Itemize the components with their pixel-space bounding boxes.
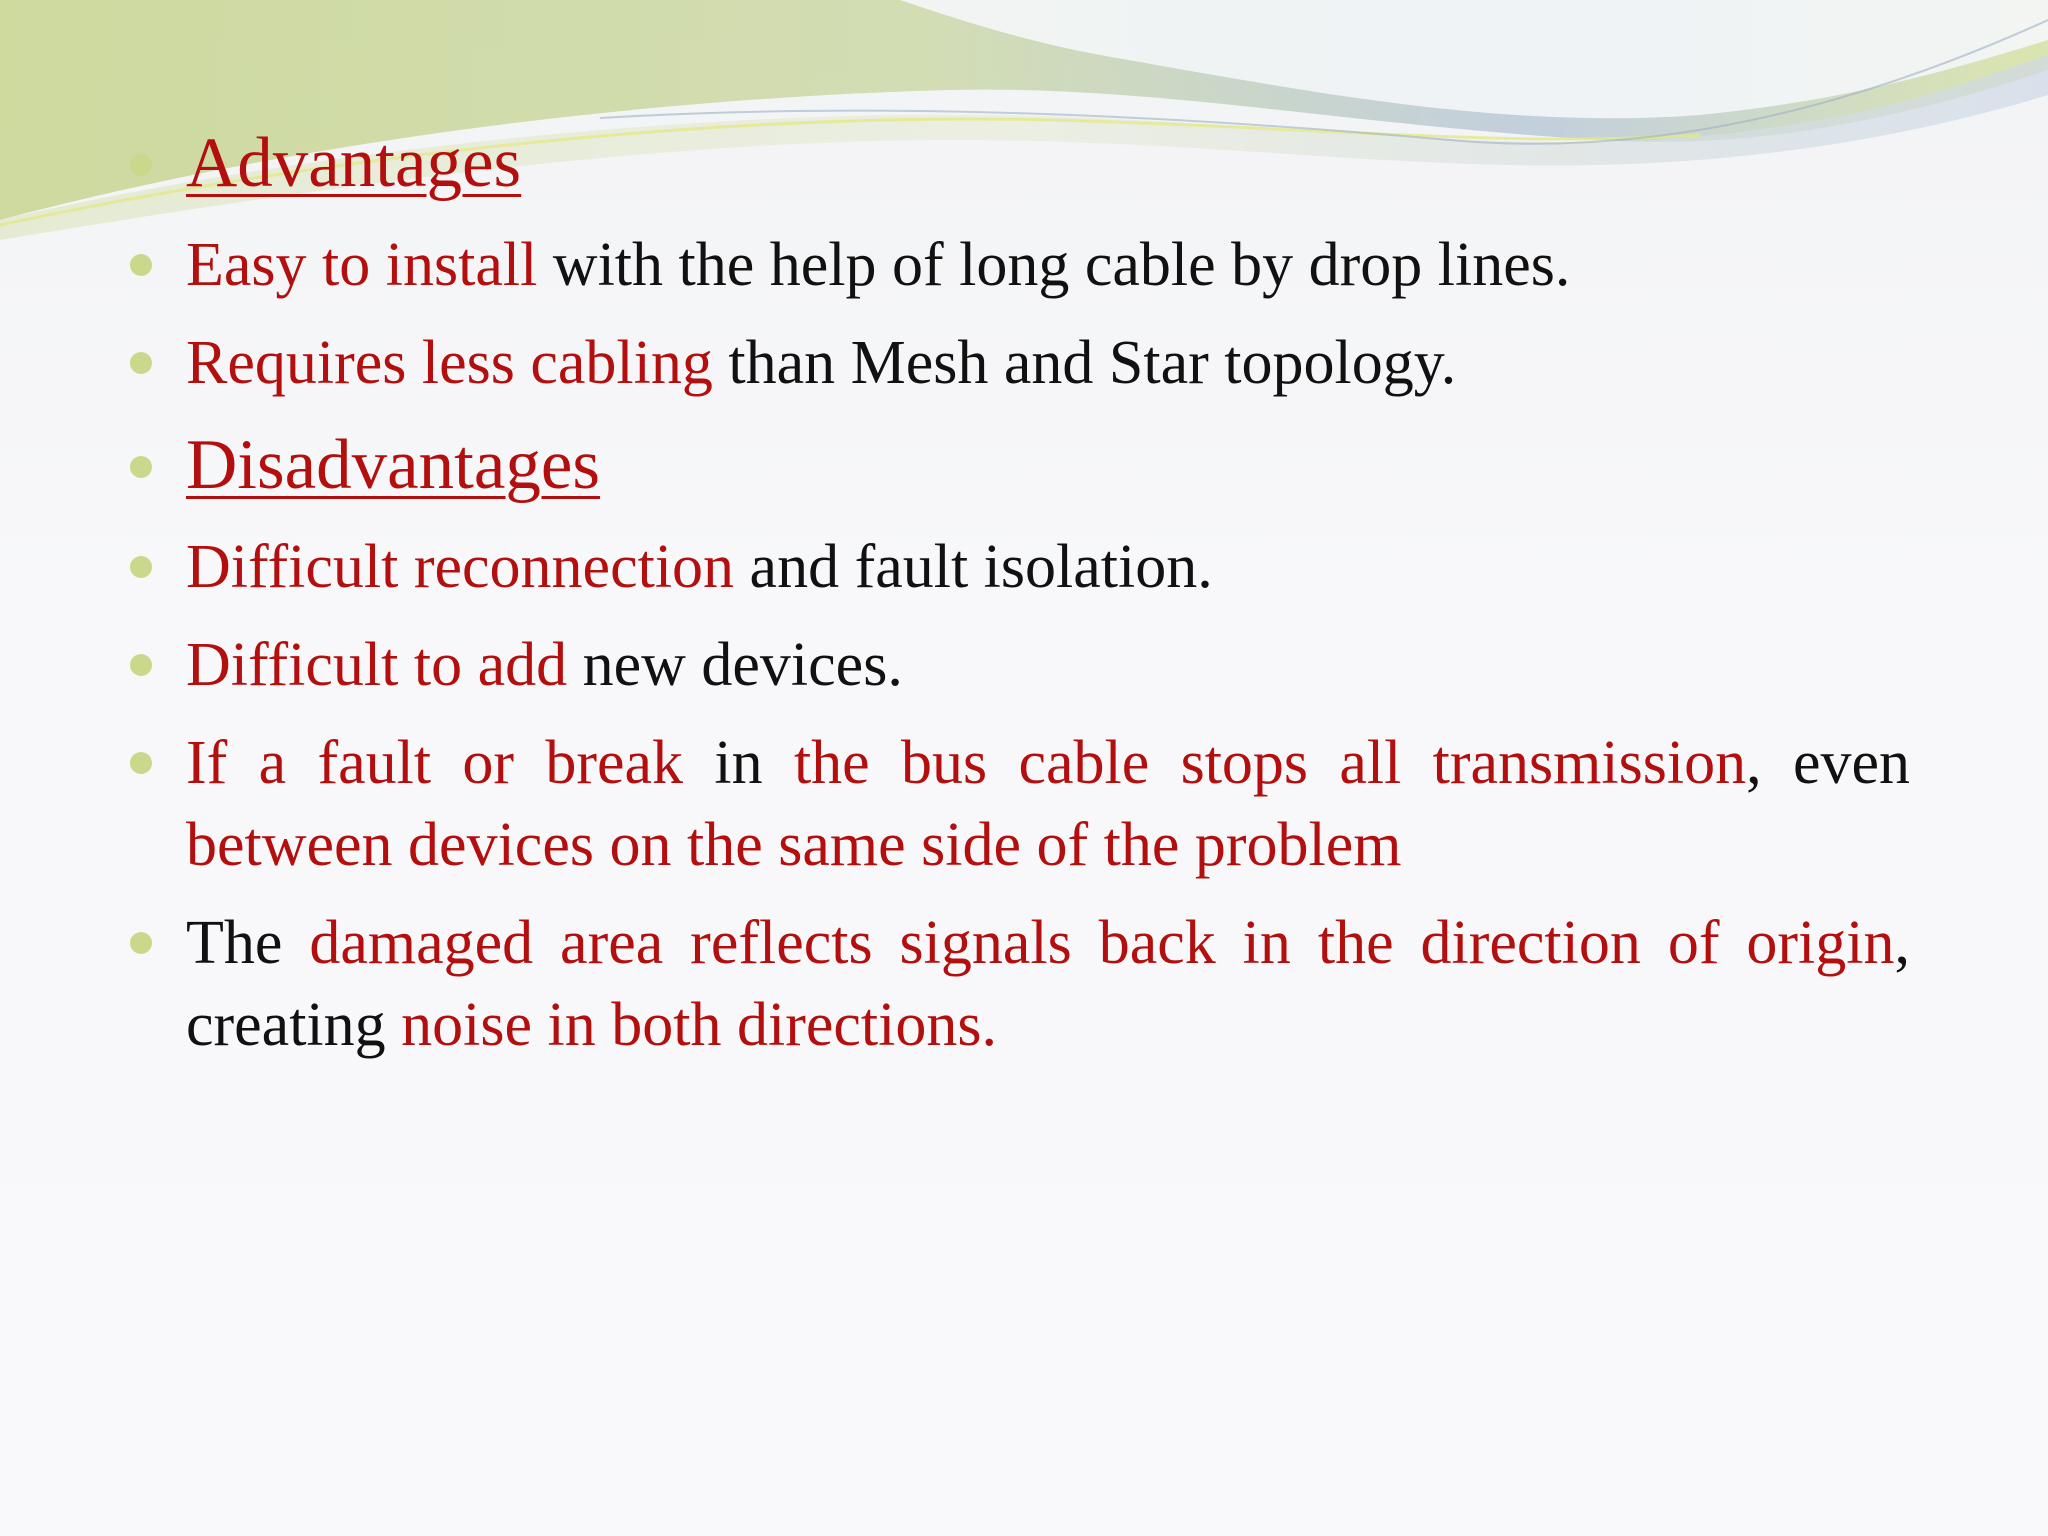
list-item-disadvantages-heading bbox=[130, 420, 1910, 510]
bullet-list bbox=[130, 118, 1910, 1082]
bullet-icon bbox=[130, 456, 152, 478]
highlight-text: the bus cable stops all transmission bbox=[793, 729, 1747, 797]
highlight-text: Difficult to add bbox=[186, 631, 568, 699]
list-item-damaged-area bbox=[130, 902, 1910, 1066]
body-text: new devices. bbox=[567, 631, 903, 699]
list-item-difficult-reconnection bbox=[130, 526, 1910, 608]
list-item-easy-install bbox=[130, 224, 1910, 306]
highlight-text: Difficult reconnection bbox=[186, 533, 735, 601]
highlight-text: noise in both directions. bbox=[401, 991, 997, 1059]
disadvantages-heading: Disadvantages bbox=[186, 426, 601, 504]
body-text: in bbox=[683, 729, 794, 797]
bullet-icon bbox=[130, 254, 152, 276]
body-text: and fault isolation. bbox=[734, 533, 1213, 601]
highlight-text: Requires less cabling bbox=[186, 329, 713, 397]
body-text: with the help of long cable by drop lines. bbox=[537, 231, 1571, 299]
bullet-icon bbox=[130, 932, 152, 954]
list-item-difficult-add bbox=[130, 624, 1910, 706]
body-text: , creating bbox=[186, 909, 1910, 1059]
bullet-icon bbox=[130, 352, 152, 374]
highlight-text: If a fault or break bbox=[186, 729, 684, 797]
bullet-icon bbox=[130, 556, 152, 578]
body-text: than Mesh and Star topology. bbox=[712, 329, 1457, 397]
bullet-icon bbox=[130, 654, 152, 676]
highlight-text: between devices on the same side of the problem bbox=[186, 811, 1402, 879]
body-text: The bbox=[186, 909, 310, 977]
bullet-icon bbox=[130, 752, 152, 774]
highlight-text: Easy to install bbox=[186, 231, 538, 299]
advantages-heading: Advantages bbox=[186, 124, 522, 202]
list-item-advantages-heading bbox=[130, 118, 1910, 208]
highlight-text: damaged area reflects signals back in the direction of origin bbox=[309, 909, 1895, 977]
bullet-icon bbox=[130, 154, 152, 176]
body-text: , even bbox=[1746, 729, 1910, 797]
list-item-fault-break bbox=[130, 722, 1910, 886]
list-item-less-cabling bbox=[130, 322, 1910, 404]
